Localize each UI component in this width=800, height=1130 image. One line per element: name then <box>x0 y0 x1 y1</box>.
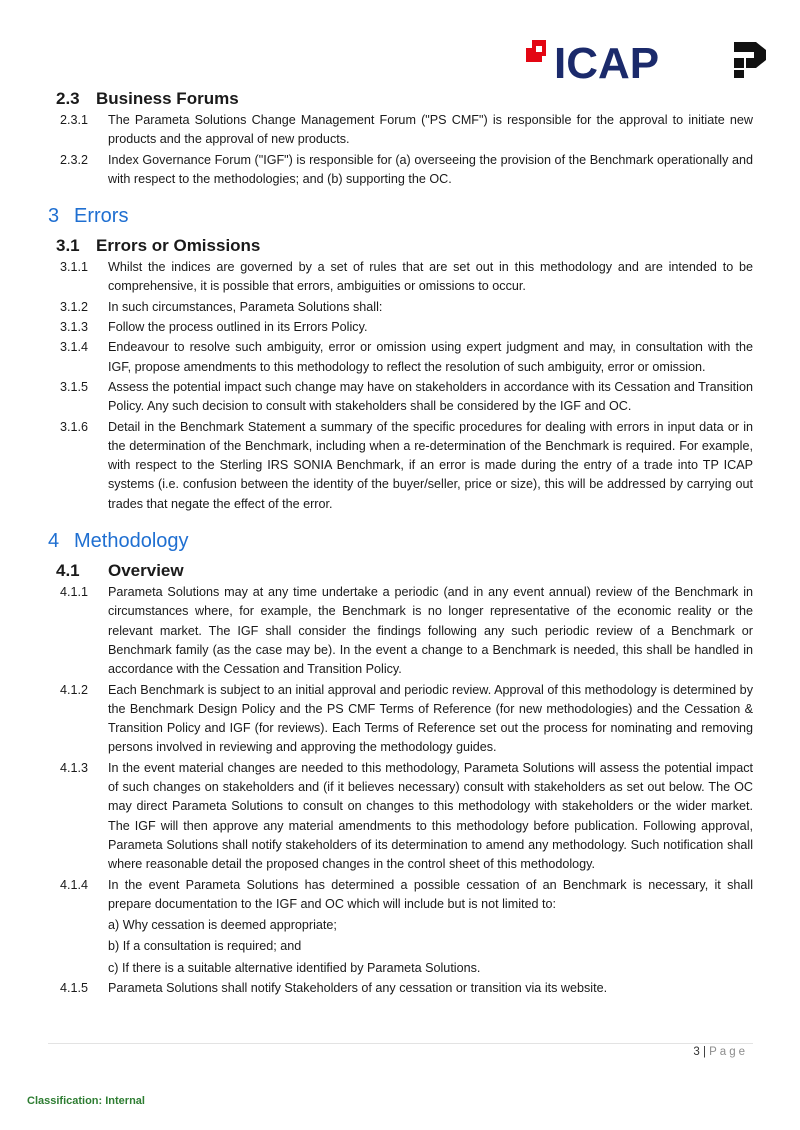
clause-text: Each Benchmark is subject to an initial approval and periodic review. Approval of this methodology is determined by the Benchmark Design Policy and the PS CMF Terms of Reference (for new methodologies) and the Cessation & Transition Policy and IGF (for reviews). Each Terms of Reference set out the process for nominating and removing persons involved in reviewing and approving the methodology guides. <box>108 682 753 755</box>
clause-4-1-4 <box>48 876 753 915</box>
clause-number: 4.1.3 <box>60 760 89 775</box>
clause-text: In the event Parameta Solutions has determined a possible cessation of an Benchmark is necessary, it shall prepare documentation to the IGF and OC which will include but is not limited to: <box>108 877 753 911</box>
section-heading-3-1 <box>48 235 753 257</box>
footer-divider <box>48 1043 753 1044</box>
clause-number: 3.1.6 <box>60 419 89 434</box>
clause-number: 3.1.2 <box>60 299 89 314</box>
clause-number: 3.1.4 <box>60 340 89 355</box>
heading-number: 4 <box>48 530 60 553</box>
clause-number: 2.3.1 <box>60 113 89 127</box>
page-number-value: 3 <box>693 1046 700 1058</box>
clause-3-1-4 <box>48 338 753 377</box>
section-heading-2-3 <box>48 88 753 110</box>
clause-4-1-5 <box>48 979 753 998</box>
clause-number: 3.1.5 <box>60 379 89 394</box>
heading-title: Errors <box>74 205 129 228</box>
heading-title: Methodology <box>74 530 189 553</box>
clause-text: Index Governance Forum ("IGF") is responsible for (a) overseeing the provision of the Benchmark operationally and with respect to the methodologies; and (b) supporting the OC. <box>108 152 753 186</box>
clause-text: Detail in the Benchmark Statement a summary of the specific procedures for dealing with errors in input data or in the determination of the Benchmark, including when a re-determination of the Benchmark is required. For example, with respect to the Sterling IRS SONIA Benchmark, if an error is made during the entry of a trade into TP ICAP systems (i.e. confusion between the identity of the buyer/seller, price or size), this will be addressed by carrying out trades that negate the effect of the error. <box>108 419 753 511</box>
heading-title: Errors or Omissions <box>96 236 261 256</box>
clause-2-3-1 <box>48 111 753 150</box>
clause-text: In such circumstances, Parameta Solutions shall: <box>108 299 383 314</box>
section-heading-methodology <box>48 528 753 554</box>
sub-item-c: c) If there is a suitable alternative identified by Parameta Solutions. <box>108 960 481 975</box>
heading-number: 3.1 <box>56 236 80 256</box>
document-body <box>48 88 753 998</box>
clause-number: 4.1.4 <box>60 877 89 892</box>
clause-text: In the event material changes are needed to this methodology, Parameta Solutions will assess the potential impact of such changes on stakeholders and (if it believes necessary) consult with stakeholders as set out below. The OC may direct Parameta Solutions to consult on changes to this methodology with stakeholders or the wider market. The IGF will then approve any material amendments to this methodology before publication. Following approval, Parameta Solutions shall notify stakeholders of its determination to amend any methodology. Such notification shall where reasonable detail the proposed changes in the control sheet of this methodology. <box>108 760 753 872</box>
clause-text: Parameta Solutions may at any time undertake a periodic (and in any event annual) review of the Benchmark in circumstances where, for example, the Benchmark is no longer representative of the economic reality or the relevant market. The IGF shall consider the findings following any such periodic review of a Benchmark or Benchmark family (as the case may be). In the event a change to a Benchmark is needed, this shall be handled in accordance with the Cessation and Transition Policy. <box>108 585 753 677</box>
page-label: Page <box>709 1046 748 1058</box>
clause-text: Follow the process outlined in its Errors Policy. <box>108 320 368 335</box>
section-heading-4-1 <box>48 560 753 582</box>
clause-3-1-3 <box>48 318 753 337</box>
tp-icap-mark-icon <box>734 42 766 78</box>
clause-text: The Parameta Solutions Change Management Forum ("PS CMF") is responsible for the approval to initiate new products and the approval of new products. <box>108 113 753 147</box>
clause-number: 2.3.2 <box>60 152 89 167</box>
clause-3-1-6 <box>48 418 753 514</box>
clause-4-1-3 <box>48 759 753 875</box>
heading-number: 2.3 <box>56 89 80 108</box>
page-number <box>693 1046 748 1058</box>
clause-text: Parameta Solutions shall notify Stakeholders of any cessation or transition via its website. <box>108 980 608 995</box>
header-logos <box>526 34 766 84</box>
icap-red-mark-icon <box>526 40 546 62</box>
clause-4-1-1 <box>48 583 753 679</box>
icap-logo-text: ICAP <box>554 39 660 82</box>
sub-item-a: a) Why cessation is deemed appropriate; <box>108 918 337 933</box>
clause-4-1-2 <box>48 681 753 758</box>
sub-item-b: b) If a consultation is required; and <box>108 939 302 954</box>
clause-number: 4.1.5 <box>60 980 89 995</box>
clause-number: 3.1.1 <box>60 260 89 275</box>
heading-number: 3 <box>48 205 60 228</box>
clause-3-1-1 <box>48 258 753 297</box>
section-heading-errors <box>48 203 753 229</box>
clause-text: Assess the potential impact such change may have on stakeholders in accordance with its Cessation and Transition Policy. Any such decision to consult with stakeholders shall be considered by the IGF and OC. <box>108 379 753 414</box>
heading-title: Overview <box>108 561 184 581</box>
page-separator: | <box>702 1046 706 1058</box>
clause-3-1-2 <box>48 298 753 317</box>
clause-text: Endeavour to resolve such ambiguity, error or omission using expert judgment and may, in consultation with the IGF, propose amendments to this methodology to reflect the resolution of such ambiguity, error or omission. <box>108 340 753 374</box>
clause-number: 4.1.1 <box>60 585 89 600</box>
clause-number: 4.1.2 <box>60 682 89 697</box>
icap-logo <box>526 36 676 82</box>
classification-label: Classification: Internal <box>27 1095 145 1107</box>
clause-text: Whilst the indices are governed by a set of rules that are set out in this methodology and are intended to be comprehensive, it is possible that errors, ambiguities or omissions to occur. <box>108 260 753 294</box>
clause-2-3-2 <box>48 151 753 190</box>
heading-number: 4.1 <box>56 561 80 581</box>
clause-number: 3.1.3 <box>60 320 89 335</box>
clause-3-1-5 <box>48 378 753 417</box>
heading-title: Business Forums <box>96 89 239 108</box>
